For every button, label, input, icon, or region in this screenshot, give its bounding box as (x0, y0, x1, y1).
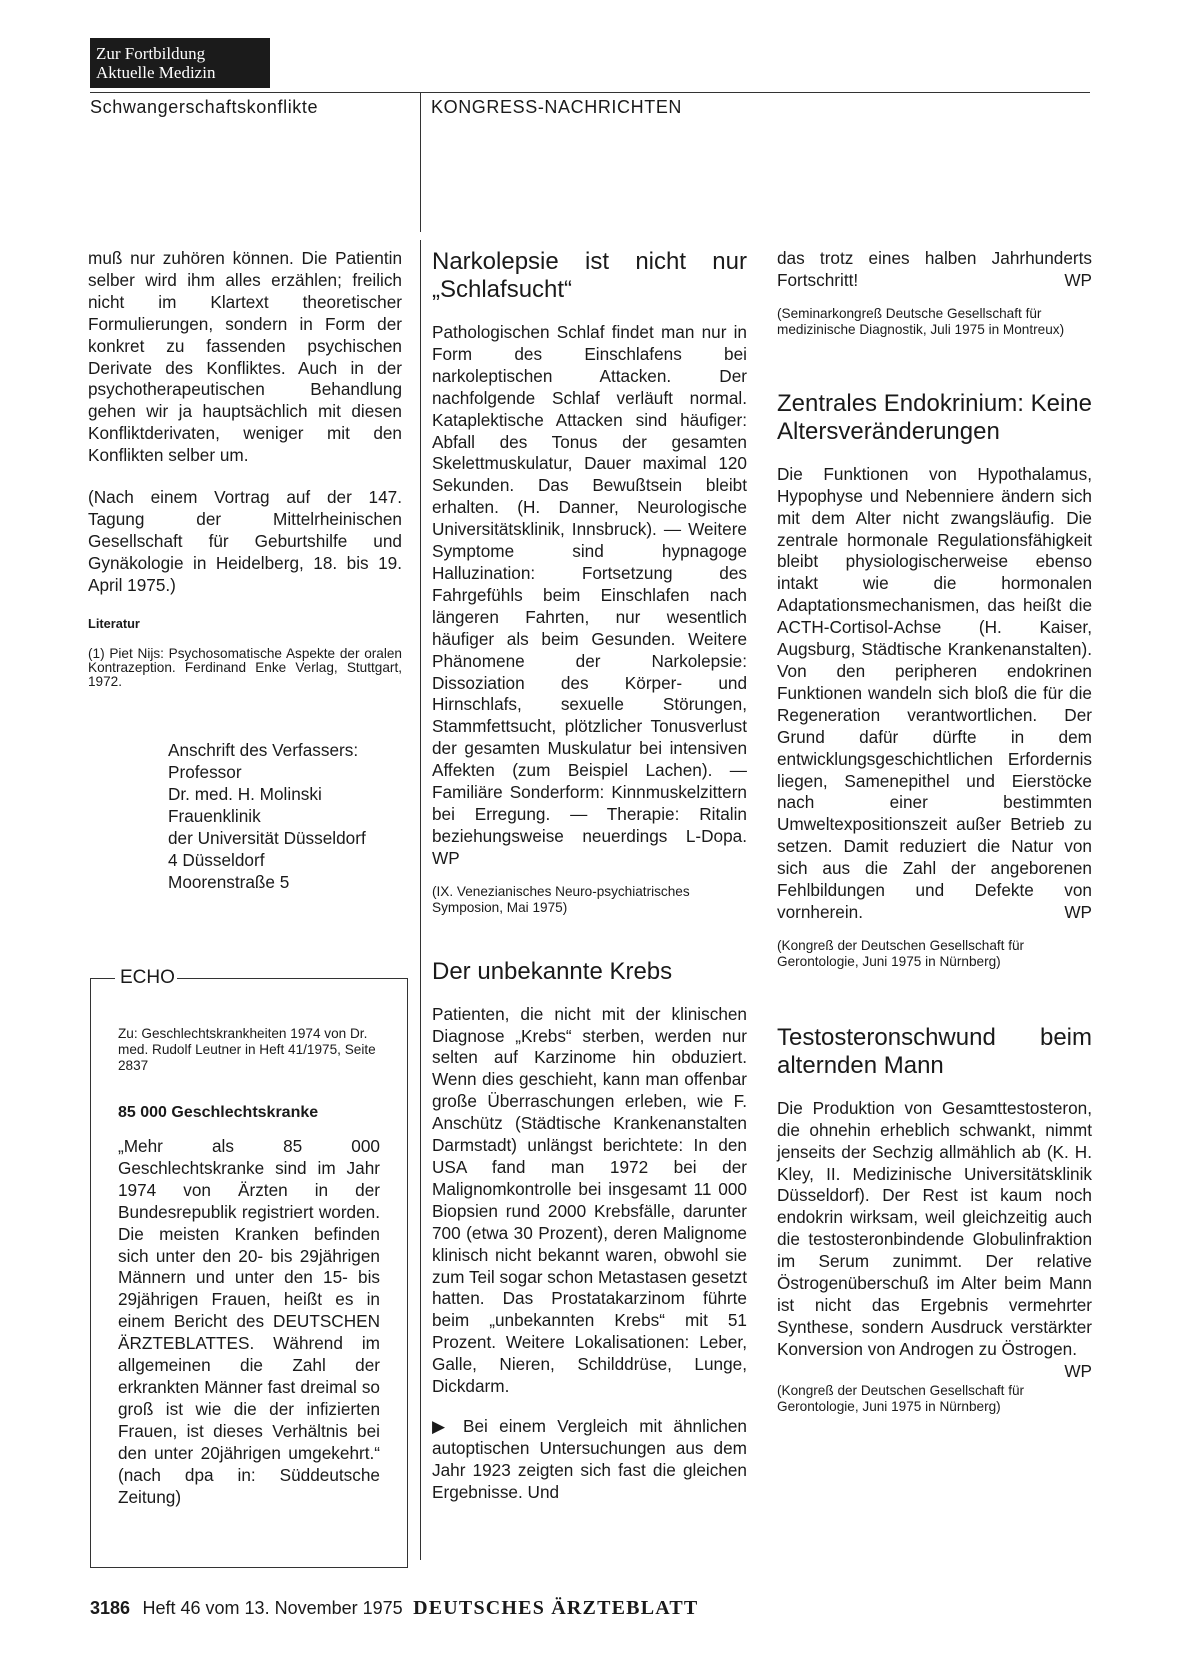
author-initials: WP (1064, 269, 1092, 290)
article-text: das trotz eines halben Jahrhunderts Fortschritt! (777, 248, 1092, 290)
literature-entry: (1) Piet Nijs: Psychosomatische Aspekte der oralen Kontrazeption. Ferdinand Enke Verlag, Stuttgart, 1972. (88, 645, 402, 689)
column-1 (88, 248, 402, 689)
article-text: Bei einem Vergleich mit ähnlichen autoptischen Untersuchungen aus dem Jahr 1923 zeigten sich fast die gleichen Ergebnisse. Und (432, 1415, 747, 1502)
source-note: (Nach einem Vortrag auf der 147. Tagung der Mittelrheinischen Gesellschaft für Geburtshilfe und Gynäkologie in Heidelberg, 18. bis 19. April 1975.) (88, 487, 402, 595)
echo-label: ECHO (120, 967, 175, 988)
rubric-right: KONGRESS-NACHRICHTEN (431, 97, 683, 117)
badge-line-2: Aktuelle Medizin (96, 63, 216, 82)
journal-brand: DEUTSCHES ÄRZTEBLATT (413, 1597, 699, 1619)
body-paragraph: muß nur zuhören können. Die Patientin selber wird ihm alles erzählen; freilich nicht im Klartext theoretischer Formulierungen, sondern in Form der konkret zu fassenden psychischen Derivate des Konfliktes. Auch in der psychotherapeutischen Behandlung gehen wir ja hauptsächlich mit diesen Konfliktderivaten, weniger mit den Konflikten selber um. (88, 248, 402, 466)
article-source: (Kongreß der Deutschen Gesellschaft für Gerontologie, Juni 1975 in Nürnberg) (777, 1382, 1025, 1414)
article-text: Pathologischen Schlaf findet man nur in Form des Einschlafens bei narkoleptischen Attacken. Der nachfolgende Schlaf verläuft normal. Kataplektische Attacken sind häufiger: Abfall des Tonus der gesamten Skelettmuskulatur, Dauer maximal 120 Sekunden. Das Bewußtsein bleibt erhalten. (H. Danner, Neurologische Universitätsklinik, Innsbruck). — Weitere Symptome sind hypnagoge Halluzination: Fortsetzung des Fahrgefühls beim Einschlafen nach längeren Fahrten, nur wesentlich häufiger als beim Gesunden. Weitere Phänomene der Narkolepsie: Dissoziation des Körper- und Hirnschlafs, sexuelle Störungen, Stammfettsucht, plötzlicher Tonusverlust der gesamten Muskulatur bei intensiven Affekten (zum Beispiel Lachen). — Familiäre Sonderform: Kinnmuskelzittern bei Erregung. — Therapie: Ritalin beziehungsweise neuerdings L-Dopa. (432, 322, 747, 846)
article-body (432, 1416, 747, 1504)
column-3 (777, 248, 1092, 1415)
address-line: Frauenklinik (168, 806, 261, 826)
article-body (777, 248, 1092, 292)
echo-body: „Mehr als 85 000 Geschlechtskranke sind im Jahr 1974 von Ärzten in der Bundesrepublik registriert worden. Die meisten Kranken befinden sich unter den 20- bis 29jährigen Männern und unter den 15- bis 29jährigen Frauen, heißt es in einem Bericht des DEUTSCHEN ÄRZTEBLATTES. Während im allgemeinen die Zahl der erkrankten Männer fast dreimal so groß ist wie die der infizierten Frauen, ist dieses Verhältnis bei den unter 20jährigen umgekehrt.“ (nach dpa in: Süddeutsche Zeitung) (118, 1136, 380, 1507)
issue-info: Heft 46 vom 13. November 1975 (142, 1598, 403, 1618)
page-footer (90, 1597, 698, 1620)
header-rule (90, 92, 1090, 93)
address-line: Dr. med. H. Molinski (168, 784, 322, 804)
article-body (777, 464, 1092, 924)
address-line: Professor (168, 762, 242, 782)
article-text: Die Produktion von Gesamttestosteron, die ohnehin erheblich schwankt, nimmt jenseits der Sechzig allmählich ab (K. H. Kley, II. Medizinische Universitätsklinik Düsseldorf). Der Rest ist kaum noch endokrin wirksam, weil gleichzeitig auch die testosteronbindende Globulinfraktion im Serum zunimmt. Der relative Östrogenüberschuß im Alter beim Mann ist nicht das Ergebnis vermehrter Synthese, sondern Ausdruck verstärkter Konversion von Androgen zu Östrogen. (777, 1097, 1092, 1359)
address-line: Anschrift des Verfassers: (168, 740, 359, 760)
article-source: (IX. Venezianisches Neuro-psychiatrisches Symposion, Mai 1975) (432, 883, 690, 915)
section-badge (90, 38, 270, 88)
literature-heading: Literatur (88, 615, 140, 631)
echo-reference: Zu: Geschlechtskrankheiten 1974 von Dr. med. Rudolf Leutner in Heft 41/1975, Seite 2837 (118, 1026, 376, 1073)
article-text: Die Funktionen von Hypothalamus, Hypophyse und Nebenniere ändern sich mit dem Alter nicht zwangsläufig. Die zentrale hormonale Regulationsfähigkeit bleibt physiologischerweise ebenso intakt wie die hormonalen Adaptationsmechanismen, das heißt die ACTH-Cortisol-Achse (H. Kaiser, Augsburg, Städtische Krankenanstalten). Von den peripheren endokrinen Funktionen wandeln sich bloß die für die Regeneration verantwortlichen. Der Grund dafür dürfte in dem entwicklungsgeschichtlichen Erfordernis liegen, Samenepithel und Eierstöcke nach einer bestimmten Umweltexpositionszeit außer Betrieb zu setzen. Damit reduziert die Natur von sich aus die Zahl der angeborenen Fehlbildungen und Defekte von vornherein. (777, 463, 1092, 922)
article-heading: Zentrales Endokrinium: Keine Altersveränderungen (777, 389, 1092, 445)
column-divider (420, 240, 421, 1560)
author-initials: WP (1064, 901, 1092, 922)
triangle-bullet-icon: ▶ (432, 1415, 452, 1436)
echo-top-rule-left (90, 978, 115, 979)
address-line: Moorenstraße 5 (168, 872, 290, 892)
article-body (432, 322, 747, 870)
badge-line-1: Zur Fortbildung (96, 44, 206, 63)
article-source: (Kongreß der Deutschen Gesellschaft für Gerontologie, Juni 1975 in Nürnberg) (777, 937, 1025, 969)
article-heading: Narkolepsie ist nicht nur „Schlafsucht“ (432, 248, 747, 303)
address-line: der Universität Düsseldorf (168, 828, 366, 848)
column-2 (432, 248, 747, 1504)
echo-top-rule-right (177, 978, 408, 979)
rubric-left: Schwangerschaftskonflikte (90, 97, 319, 117)
author-address (168, 739, 366, 893)
address-line: 4 Düsseldorf (168, 850, 265, 870)
author-initials: WP (432, 847, 460, 868)
article-body (777, 1097, 1092, 1381)
article-heading: Der unbekannte Krebs (432, 957, 673, 985)
header-divider (420, 92, 421, 232)
article-body: Patienten, die nicht mit der klinischen Diagnose „Krebs“ sterben, werden nur selten auf Karzinome hin obduziert. Wenn dies geschieht, kann man offenbar große Überraschungen erleben, wie F. Anschütz (Städtische Krankenanstalten Darmstadt) unlängst berichtete: In den USA fand man 1972 bei der Malignomkontrolle bei insgesamt 11 000 Biopsien rund 2000 Krebsfälle, darunter 700 (etwa 30 Prozent), deren Malignome klinisch nicht bekannt waren, obwohl sie zum Teil sogar schon Metastasen gesetzt hatten. Das Prostatakarzinom führte beim „unbekannten Krebs“ mit 51 Prozent. Weitere Lokalisationen: Leber, Galle, Nieren, Schilddrüse, Lunge, Dickdarm. (432, 1003, 747, 1397)
author-initials: WP (1064, 1360, 1092, 1381)
article-source: (Seminarkongreß Deutsche Gesellschaft für medizinische Diagnostik, Juli 1975 in Montreux) (777, 305, 1065, 337)
echo-title: 85 000 Geschlechtskranke (118, 1104, 319, 1121)
page-number: 3186 (90, 1598, 131, 1618)
article-heading: Testosteronschwund beim alternden Mann (777, 1023, 1092, 1079)
